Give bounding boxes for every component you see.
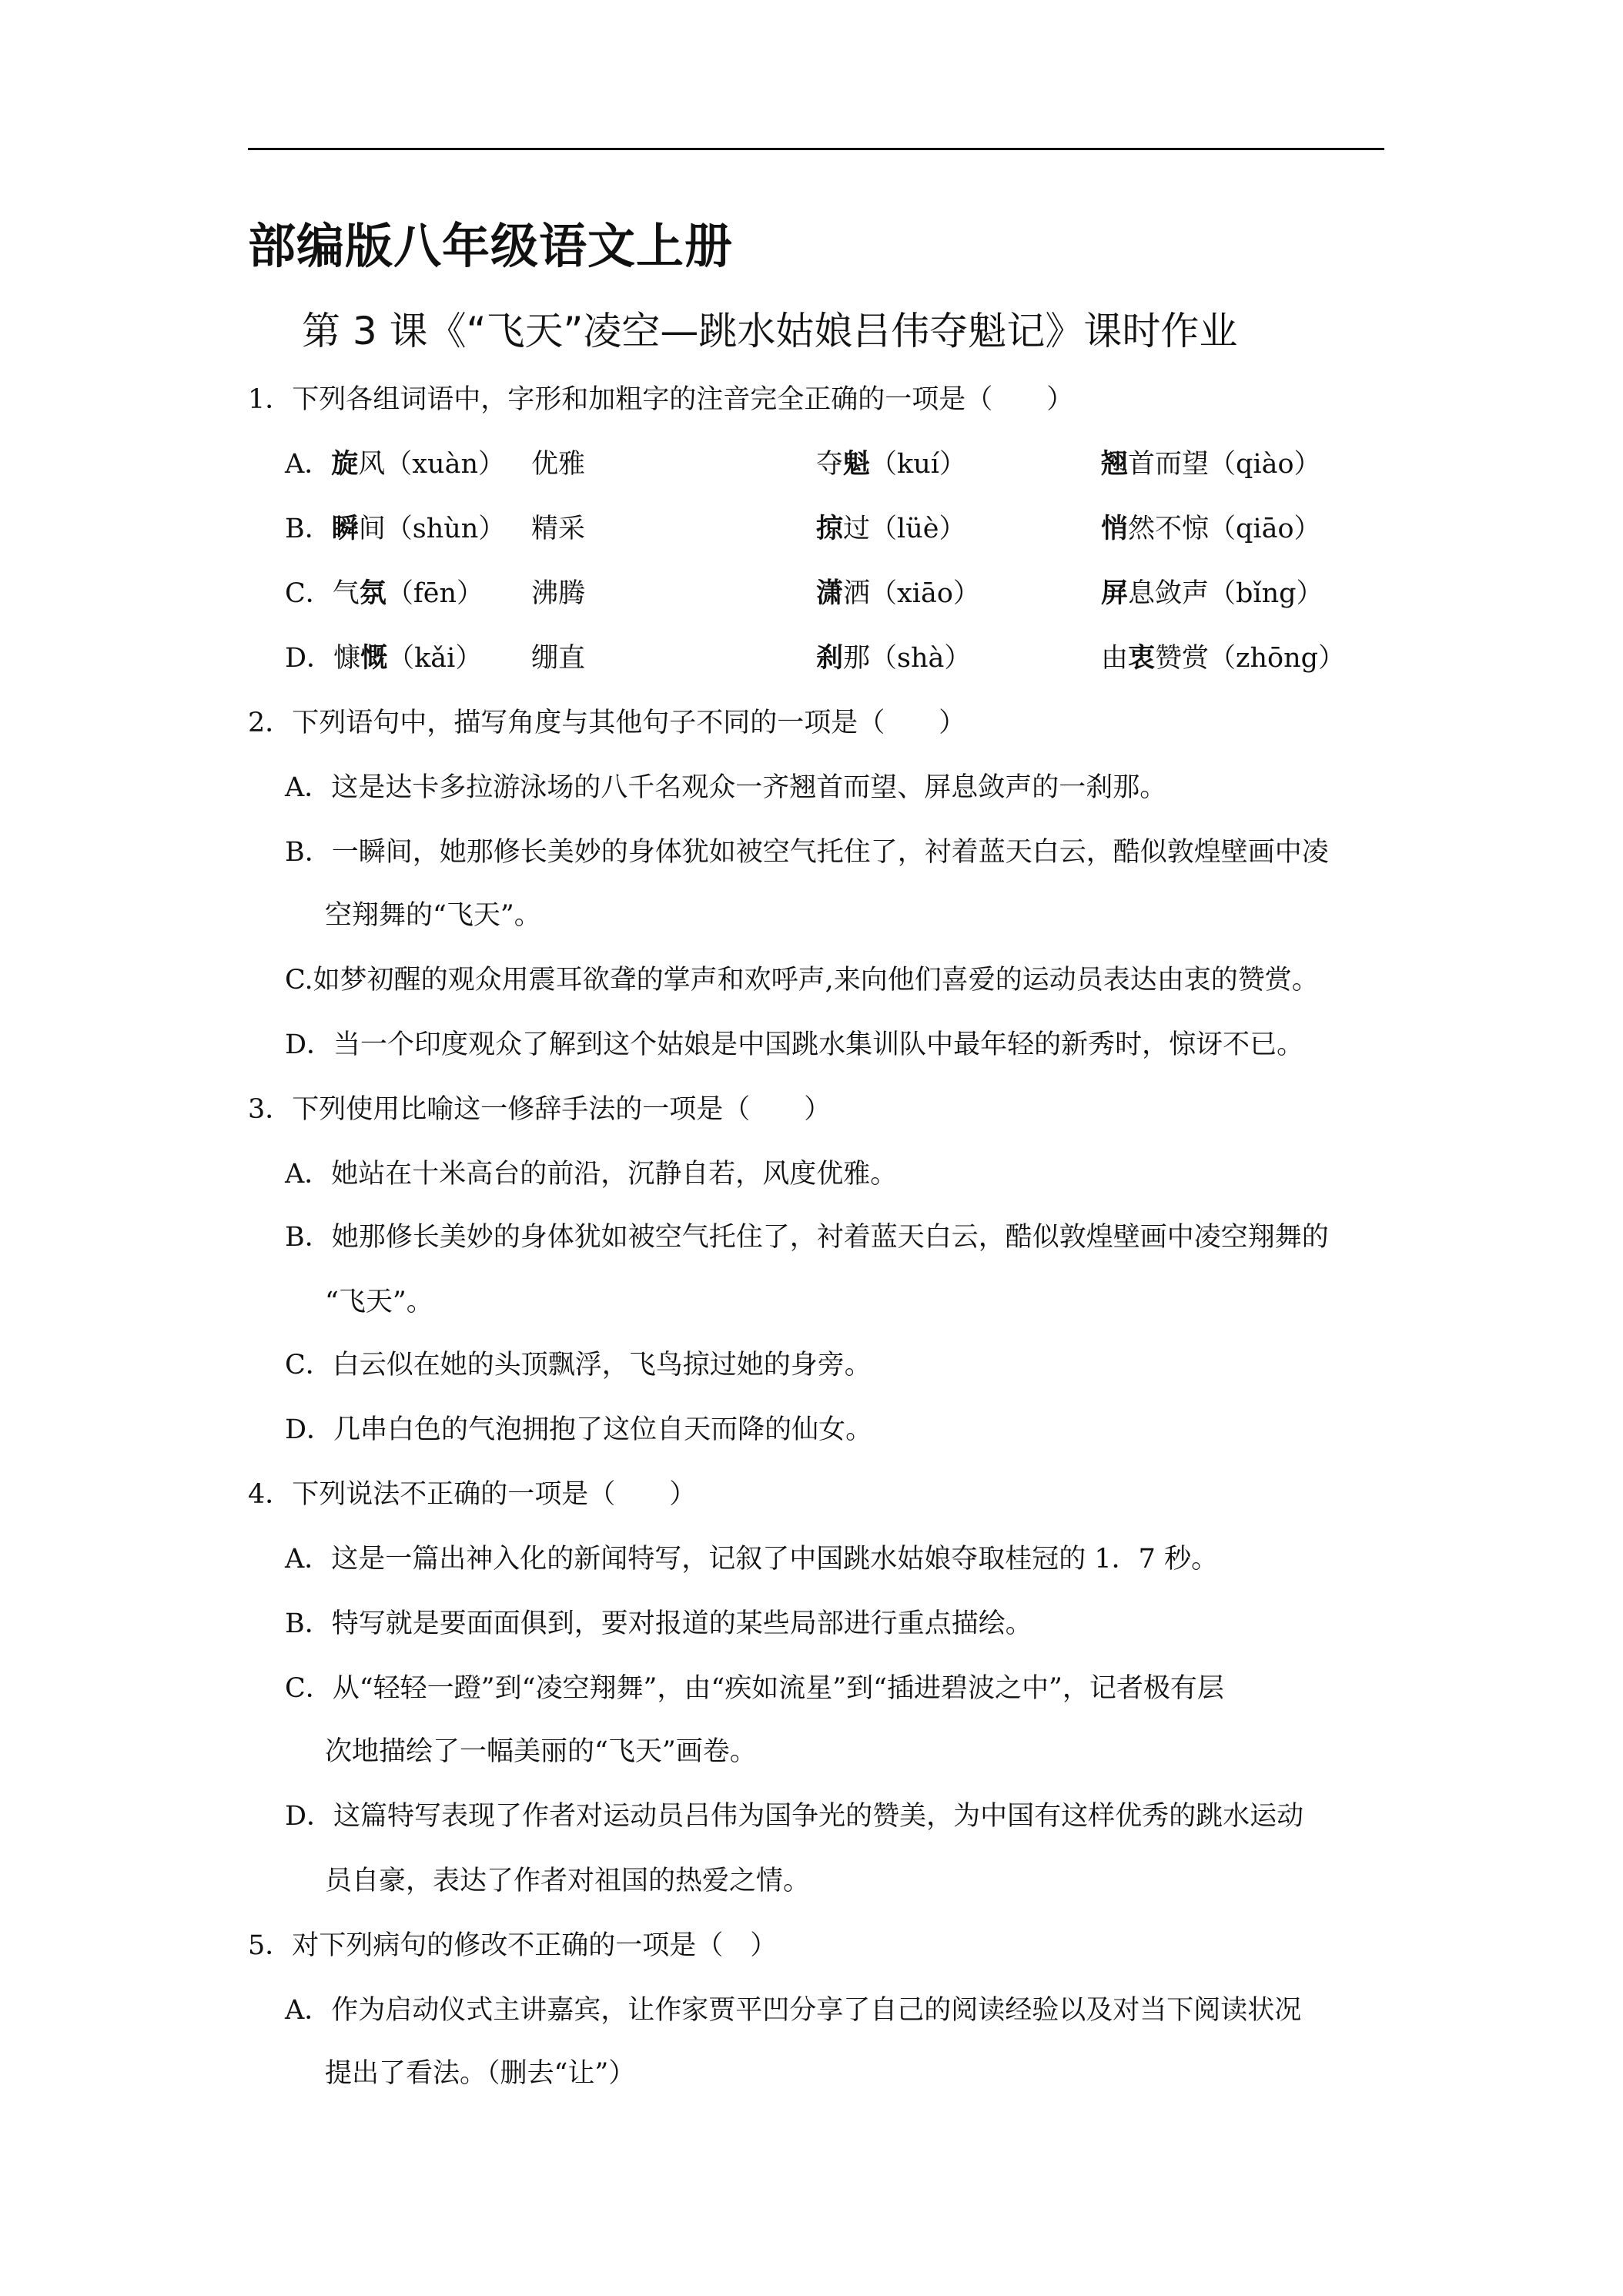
- q2-option-c: C.如梦初醒的观众用震耳欲聋的掌声和欢呼声,来向他们喜爱的运动员表达由衷的赞赏。: [285, 965, 1319, 996]
- q2-option-a: A．这是达卡多拉游泳场的八千名观众一齐翘首而望、屏息敛声的一刹那。: [285, 772, 1167, 803]
- q3-option-b: B．她那修长美妙的身体犹如被空气托住了，衬着蓝天白云，酷似敦煌壁画中凌空翔舞的: [285, 1222, 1329, 1253]
- q5-option-a: A．作为启动仪式主讲嘉宾，让作家贾平凹分享了自己的阅读经验以及对当下阅读状况: [285, 1995, 1302, 2026]
- q3-option-d: D．几串白色的气泡拥抱了这位自天而降的仙女。: [285, 1414, 873, 1445]
- q4-option-d: D．这篇特写表现了作者对运动员吕伟为国争光的赞美，为中国有这样优秀的跳水运动: [285, 1801, 1304, 1832]
- q2-option-b-cont: 空翔舞的“飞天”。: [325, 900, 541, 931]
- q1-option-d-word4: 由衷赞赏（zhōng）: [1101, 642, 1346, 674]
- page-title: 部编版八年级语文上册: [248, 218, 734, 274]
- q1-option-a-word3: 夺魁（kuí）: [816, 448, 966, 480]
- q1-option-b-word3: 掠过（lüè）: [816, 513, 966, 544]
- q1-option-a-word4: 翘首而望（qiào）: [1101, 448, 1321, 480]
- question-4-stem: 4．下列说法不正确的一项是（ ）: [248, 1479, 697, 1510]
- question-5-stem: 5．对下列病句的修改不正确的一项是（ ）: [248, 1930, 778, 1961]
- question-2-stem: 2．下列语句中，描写角度与其他句子不同的一项是（ ）: [248, 708, 966, 738]
- question-1-stem: 1．下列各组词语中，字形和加粗字的注音完全正确的一项是（ ）: [248, 384, 1074, 415]
- q1-option-d-word3: 刹那（shà）: [816, 642, 972, 674]
- q1-option-b-word1: B．瞬间（shùn）: [285, 513, 506, 544]
- question-3-stem: 3．下列使用比喻这一修辞手法的一项是（ ）: [248, 1094, 832, 1125]
- q1-option-c-word2: 沸腾: [531, 578, 586, 609]
- q1-option-c-word3: 潇洒（xiāo）: [816, 577, 980, 609]
- q1-option-b-word4: 悄然不惊（qiāo）: [1101, 513, 1321, 544]
- q4-option-a: A．这是一篇出神入化的新闻特写，记叙了中国跳水姑娘夺取桂冠的 1．7 秒。: [285, 1544, 1219, 1575]
- q1-option-d-word2: 绷直: [531, 643, 586, 674]
- q1-option-b-word2: 精采: [531, 514, 586, 544]
- q4-option-d-cont: 员自豪，表达了作者对祖国的热爱之情。: [325, 1866, 811, 1896]
- q1-option-d-word1: D．慷慨（kǎi）: [285, 642, 483, 674]
- q4-option-c-cont: 次地描绘了一幅美丽的“飞天”画卷。: [325, 1736, 757, 1767]
- header-rule: [248, 148, 1384, 150]
- q5-option-a-cont: 提出了看法。（删去“让”）: [325, 2058, 636, 2089]
- lesson-subtitle: 第 3 课《“飞天”凌空—跳水姑娘吕伟夺魁记》课时作业: [302, 309, 1238, 353]
- q4-option-b: B．特写就是要面面俱到，要对报道的某些局部进行重点描绘。: [285, 1608, 1032, 1639]
- q2-option-b: B．一瞬间，她那修长美妙的身体犹如被空气托住了，衬着蓝天白云，酷似敦煌壁画中凌: [285, 837, 1329, 868]
- q1-option-c-word1: C．气氛（fēn）: [285, 577, 484, 609]
- q3-option-c: C．白云似在她的头顶飘浮，飞鸟掠过她的身旁。: [285, 1350, 872, 1381]
- q1-option-c-word4: 屏息敛声（bǐng）: [1101, 577, 1323, 609]
- q3-option-a: A．她站在十米高台的前沿，沉静自若，风度优雅。: [285, 1159, 898, 1190]
- q2-option-d: D．当一个印度观众了解到这个姑娘是中国跳水集训队中最年轻的新秀时，惊讶不已。: [285, 1029, 1304, 1060]
- q3-option-b-cont: “飞天”。: [325, 1287, 433, 1317]
- q4-option-c: C．从“轻轻一蹬”到“凌空翔舞”，由“疾如流星”到“插进碧波之中”，记者极有层: [285, 1673, 1224, 1704]
- q1-option-a-word2: 优雅: [531, 449, 586, 480]
- q1-option-a-word1: A．旋风（xuàn）: [285, 448, 505, 480]
